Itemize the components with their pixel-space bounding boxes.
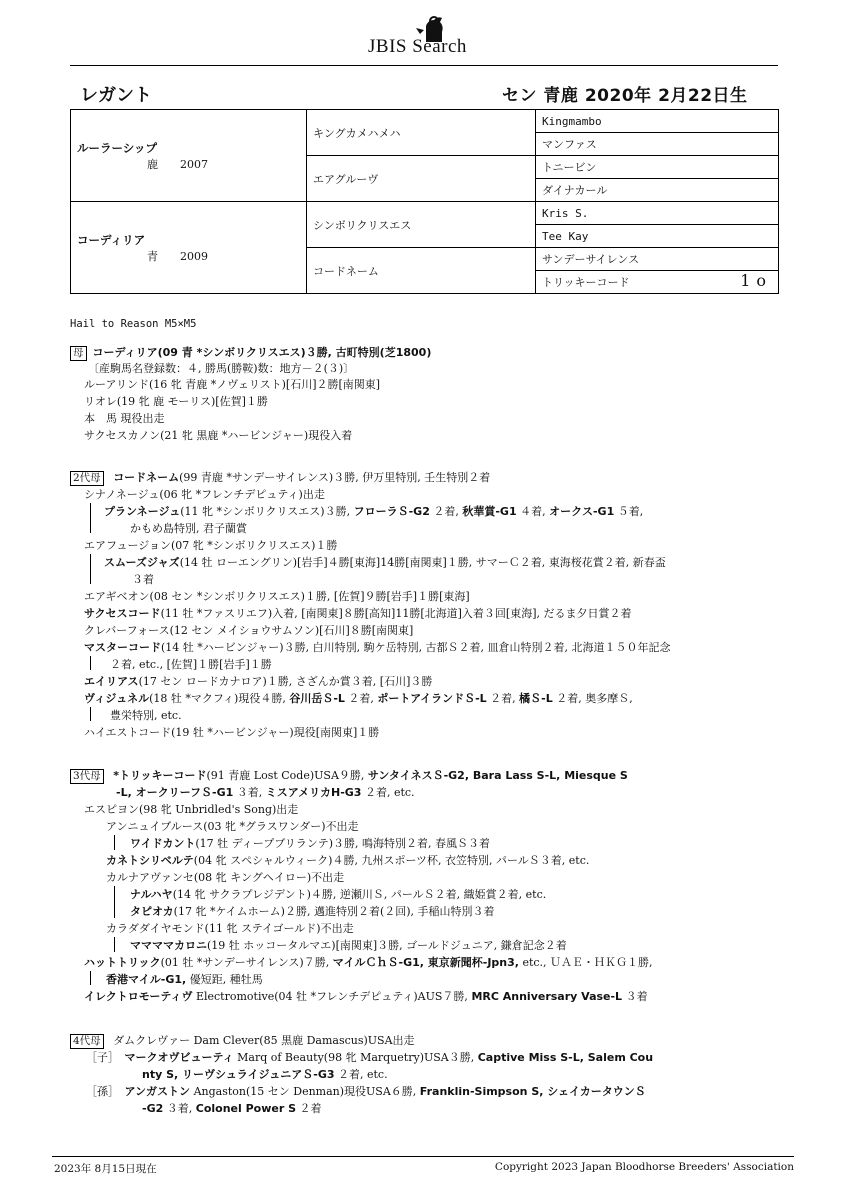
- grand-offspring: プランネージュ(11 牝 *シンボリクリスエス)３勝, フローラＳ-G2 ２着, 秋華賞-G1 ４着, オークス-G1 ５着,: [104, 505, 644, 518]
- pedigree-gen3: マンファス: [536, 133, 779, 156]
- dam-section: [70, 345, 790, 455]
- offspring: ヴィジュネル(18 牡 *マクフィ)現役４勝, 谷川岳Ｓ-L ２着, ポートアイランドＳ-L ２着, 橘Ｓ-L ２着, 奥多摩Ｓ,: [84, 692, 633, 705]
- logo-text: JBIS Search: [368, 36, 467, 57]
- footer-rule: [52, 1156, 794, 1157]
- dam-name: コーディリア: [77, 232, 146, 247]
- great-grand-offspring: ママママカロニ(19 牡 ホッコータルマエ)[南関東]３勝, ゴールドジュニア, 鎌倉記念２着: [130, 939, 567, 952]
- offspring-cont: 香港マイル-G1, 優短距, 種牡馬: [106, 973, 263, 986]
- pedigree-gen2: キングカメハメハ: [307, 110, 536, 156]
- grand-offspring-cont: かもめ島特別, 君子蘭賞: [130, 522, 247, 535]
- offspring: イレクトロモーティヴ Electromotive(04 牡 *フレンチデピュティ)AUS７勝, MRC Anniversary Vase-L ３着: [84, 990, 648, 1003]
- offspring: ハイエストコード(19 牡 *ハービンジャー)現役[南関東]１勝: [84, 726, 380, 739]
- tree-bar: [114, 937, 115, 952]
- tree-bar: [90, 971, 91, 985]
- section-tag: 3代母: [70, 769, 104, 784]
- offspring: ハットトリック(01 牡 *サンデーサイレンス)７勝, マイルＣｈＳ-G1, 東京新聞杯-Jpn3, etc., ＵＡＥ・ＨＫＧ１勝,: [84, 956, 653, 969]
- fourth-dam-line: 4代母 ダムクレヴァー Dam Clever(85 黒鹿 Damascus)USA出走: [70, 1033, 415, 1049]
- pedigree-gen3: トニービン: [536, 156, 779, 179]
- horse-name: レガント: [80, 85, 152, 106]
- great-grand-offspring: タピオカ(17 牝 *ケイムホーム)２勝, 邁進特別２着(２回), 手稲山特別３着: [130, 905, 495, 918]
- offspring-cont: ２着, etc., [佐賀]１勝[岩手]１勝: [110, 658, 272, 671]
- offspring: クレバーフォース(12 セン メイショウサムソン)[石川]８勝[南関東]: [84, 624, 414, 637]
- fourth-dam-section: [70, 1033, 790, 1123]
- dam-line: 母 コーディリア(09 青 *シンボリクリスエス)３勝, 古町特別(芝1800): [70, 345, 431, 361]
- tree-bar: [114, 835, 115, 850]
- grand-offspring: カルナアヴァンセ(08 牝 キングヘイロー)不出走: [106, 871, 345, 884]
- child-line-cont: nty S, リーヴシュライジュニアＳ-G3 ２着, etc.: [142, 1068, 388, 1081]
- grandchild-line-cont: -G2 ３着, Colonel Power S ２着: [142, 1102, 322, 1115]
- grand-offspring: カラダダイヤモンド(11 牝 ステイゴールド)不出走: [106, 922, 354, 935]
- tree-bar: [90, 554, 91, 584]
- second-dam-section: [70, 470, 790, 750]
- offspring: エアギベオン(08 セン *シンボリクリスエス)１勝, [佐賀]９勝[岩手]１勝[東海]: [84, 590, 470, 603]
- offspring: サクセスコード(11 牡 *ファスリエフ)入着, [南関東]８勝[高知]11勝[北海道]入着３回[東海], だるま夕日賞２着: [84, 607, 632, 620]
- tree-bar: [114, 886, 115, 918]
- dam-cell: [71, 202, 307, 294]
- grand-offspring-cont: ３着: [132, 573, 154, 586]
- great-grand-offspring: ワイドカント(17 牡 ディープブリランテ)３勝, 鳴海特別２着, 春風Ｓ３着: [130, 837, 491, 850]
- tree-bar: [90, 707, 91, 721]
- tree-bar: [90, 503, 91, 533]
- grand-offspring: スムーズジャズ(14 牡 ローエングリン)[岩手]４勝[東海]14勝[南関東]１勝, サマーＣ２着, 東海桜花賞２着, 新春盃: [104, 556, 666, 569]
- dam-offspring: リオレ(19 牝 鹿 モーリス)[佐賀]１勝: [84, 395, 268, 408]
- offspring: エアフュージョン(07 牝 *シンボリクリスエス)１勝: [84, 539, 338, 552]
- pedigree-gen3: サンデーサイレンス: [536, 248, 779, 271]
- pedigree-gen3: Tee Kay: [536, 225, 779, 248]
- dam-offspring: サクセスカノン(21 牝 黒鹿 *ハービンジャー)現役入着: [84, 429, 353, 442]
- pedigree-gen2: シンボリクリスエス: [307, 202, 536, 248]
- tree-bar: [90, 656, 91, 670]
- grand-offspring: カネトシリベルテ(04 牝 スペシャルウィーク)４勝, 九州スポーツ杯, 衣笠特別, パールＳ３着, etc.: [106, 854, 590, 867]
- pedigree-gen3: Kris S.: [536, 202, 779, 225]
- footer-copyright: Copyright 2023 Japan Bloodhorse Breeders' Association: [494, 1161, 794, 1173]
- dam-offspring: 本 馬 現役出走: [84, 412, 165, 425]
- inbreeding-note: Hail to Reason M5×M5: [70, 318, 197, 330]
- third-dam-section: [70, 768, 790, 1018]
- header-rule: [70, 65, 778, 66]
- footer-date: 2023年 8月15日現在: [54, 1163, 157, 1175]
- pedigree-gen3: Kingmambo: [536, 110, 779, 133]
- pedigree-gen2: コードネーム: [307, 248, 536, 294]
- pedigree-table: [70, 109, 779, 294]
- third-dam-line: 3代母 *トリッキーコード(91 青鹿 Lost Code)USA９勝, サンタイネスＳ-G2, Bara Lass S-L, Miesque S: [70, 768, 628, 784]
- dam-offspring: ルーアリンド(16 牝 青鹿 *ノヴェリスト)[石川]２勝[南関東]: [84, 378, 381, 391]
- offspring: マスターコード(14 牡 *ハービンジャー)３勝, 白川特別, 駒ケ岳特別, 古都Ｓ２着, 皿倉山特別２着, 北海道１５０年記念: [84, 641, 671, 654]
- pedigree-gen2: エアグルーヴ: [307, 156, 536, 202]
- horse-info: セン 青鹿 2020年 2月22日生: [502, 86, 748, 106]
- grandchild-line: ［孫］ アンガストン Angaston(15 セン Denman)現役USA６勝, Franklin-Simpson S, シェイカータウンＳ: [86, 1085, 646, 1098]
- great-grand-offspring: ナルハヤ(14 牝 サクラプレジデント)４勝, 逆瀬川Ｓ, パールＳ２着, 織姫賞２着, etc.: [130, 888, 547, 901]
- offspring-cont: 豊栄特別, etc.: [110, 709, 182, 722]
- second-dam-line: 2代母 コードネーム(99 青鹿 *サンデーサイレンス)３勝, 伊万里特別, 壬生特別２着: [70, 470, 490, 486]
- dam-offspring-count: 〔産駒馬名登録数：４, 勝馬(勝鞍)数：地方－２(３)〕: [88, 362, 355, 375]
- pedigree-gen3: ダイナカール: [536, 179, 779, 202]
- offspring: エスピヨン(98 牝 Unbridled's Song)出走: [84, 803, 299, 816]
- sire-detail: 鹿 2007: [147, 157, 208, 171]
- section-tag: 4代母: [70, 1034, 104, 1049]
- offspring: エイリアス(17 セン ロードカナロア)１勝, さざんか賞３着, [石川]３勝: [84, 675, 433, 688]
- jbis-logo: [364, 12, 504, 62]
- pedigree-gen3-last: トリッキーコード 1o: [536, 271, 779, 294]
- grand-offspring: アンニュイブルース(03 牝 *グラスワンダー)不出走: [106, 820, 359, 833]
- sire-cell: [71, 110, 307, 202]
- child-line: ［子］ マークオヴビューティ Marq of Beauty(98 牝 Marquetry)USA３勝, Captive Miss S-L, Salem Cou: [86, 1051, 654, 1064]
- dam-detail: 青 2009: [147, 249, 208, 263]
- family-code: 1o: [740, 271, 772, 290]
- third-dam-line-cont: -L, オークリーフＳ-G1 ３着, ミスアメリカH-G3 ２着, etc.: [116, 786, 415, 799]
- section-tag: 2代母: [70, 471, 104, 486]
- sire-name: ルーラーシップ: [77, 140, 158, 155]
- offspring: シナノネージュ(06 牝 *フレンチデピュティ)出走: [84, 488, 325, 501]
- section-tag: 母: [70, 346, 87, 361]
